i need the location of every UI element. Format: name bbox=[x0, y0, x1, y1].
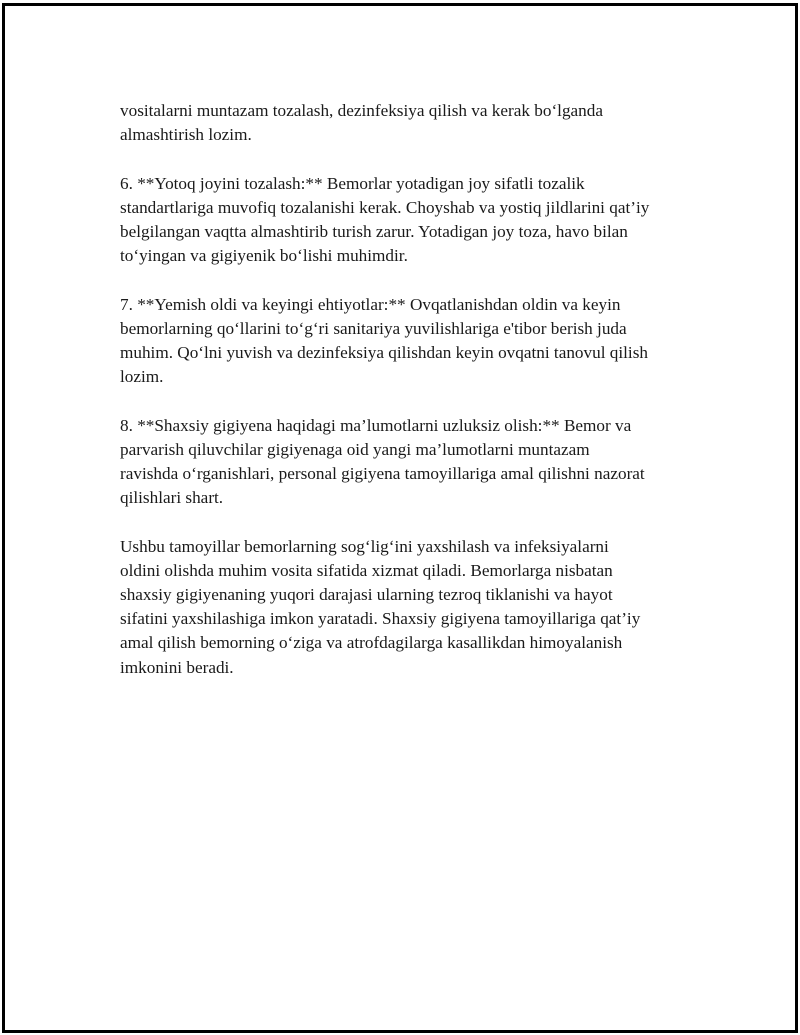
text-line: amal qilish bemorning o‘ziga va atrofdagilarga kasallikdan himoyalanish bbox=[120, 633, 623, 653]
text-line: shaxsiy gigiyenaning yuqori darajasi ularning tezroq tiklanishi va hayot bbox=[120, 585, 613, 604]
text-line: 7. **Yemish oldi va keyingi ehtiyotlar:** Ovqatlanishdan oldin va keyin bbox=[120, 294, 621, 314]
paragraph-item-7 bbox=[120, 293, 700, 390]
paragraph-continuation bbox=[120, 99, 700, 147]
document-body bbox=[120, 99, 700, 704]
text-line: lozim. bbox=[120, 367, 164, 387]
text-line: qilishlari shart. bbox=[120, 488, 224, 508]
text-line: almashtirish lozim. bbox=[120, 125, 252, 145]
text-line: vositalarni muntazam tozalash, dezinfeksiya qilish va kerak bo‘lganda bbox=[120, 101, 603, 120]
text-line: bemorlarning qo‘llarini to‘g‘ri sanitariya yuvilishlariga e'tibor berish juda bbox=[120, 318, 627, 338]
text-line: ravishda o‘rganishlari, personal gigiyena tamoyillariga amal qilishni nazorat bbox=[120, 464, 645, 483]
text-line: to‘yingan va gigiyenik bo‘lishi muhimdir. bbox=[120, 246, 408, 266]
text-line: parvarish qiluvchilar gigiyenaga oid yangi ma’lumotlarni muntazam bbox=[120, 439, 590, 459]
text-line: 8. **Shaxsiy gigiyena haqidagi ma’lumotlarni uzluksiz olish:** Bemor va bbox=[120, 415, 632, 435]
paragraph-conclusion bbox=[120, 535, 700, 680]
text-line: sifatini yaxshilashiga imkon yaratadi. Shaxsiy gigiyena tamoyillariga qat’iy bbox=[120, 609, 641, 629]
paragraph-item-6 bbox=[120, 172, 700, 269]
text-line: 6. **Yotoq joyini tozalash:** Bemorlar yotadigan joy sifatli tozalik bbox=[120, 173, 585, 193]
text-line: muhim. Qo‘lni yuvish va dezinfeksiya qilishdan keyin ovqatni tanovul qilish bbox=[120, 343, 648, 362]
document-page bbox=[2, 3, 798, 1033]
text-line: standartlariga muvofiq tozalanishi kerak. Choyshab va yostiq jildlarini qat’iy bbox=[120, 197, 650, 217]
text-line: Ushbu tamoyillar bemorlarning sog‘lig‘ini yaxshilash va infeksiyalarni bbox=[120, 536, 609, 556]
text-line: imkonini beradi. bbox=[120, 657, 234, 677]
text-line: oldini olishda muhim vosita sifatida xizmat qiladi. Bemorlarga nisbatan bbox=[120, 560, 613, 580]
text-line: belgilangan vaqtta almashtirib turish zarur. Yotadigan joy toza, havo bilan bbox=[120, 222, 628, 241]
paragraph-item-8 bbox=[120, 414, 700, 511]
